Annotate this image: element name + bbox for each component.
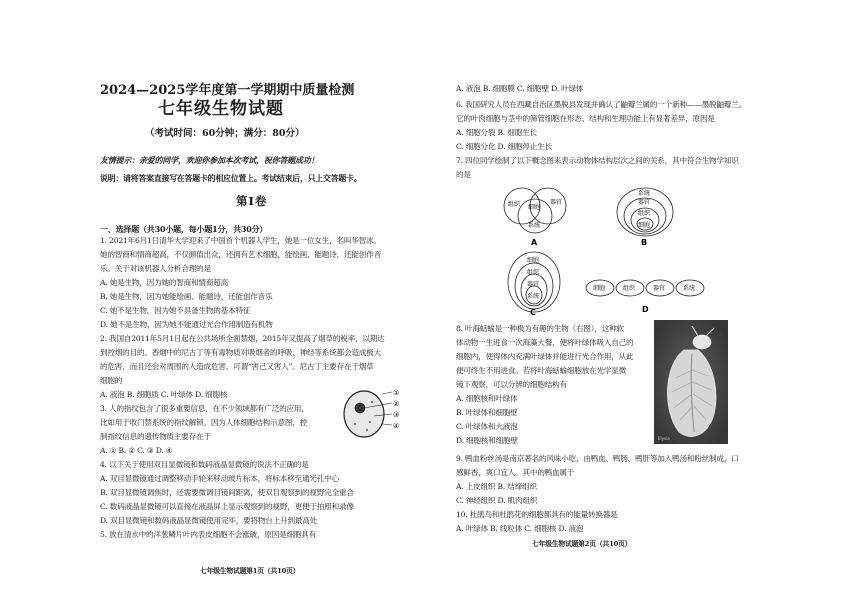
diagram-d bbox=[586, 280, 704, 314]
c-letter: C bbox=[530, 308, 536, 317]
a-word-4: 系统 bbox=[528, 222, 541, 229]
option-line: D. 她不是生物，因为她不能通过光合作用制造有机物 bbox=[100, 320, 273, 329]
concept-diagrams bbox=[490, 182, 750, 317]
b-word-3: 组织 bbox=[638, 210, 651, 217]
c-word-4: 系统 bbox=[527, 293, 540, 300]
text-line: 6. 我国研究人员在西藏自治区墨脱县发现并确认了鼬瓣兰属的一个新种——墨脱鼬瓣兰。 bbox=[456, 100, 747, 109]
option-line: B. 双目显微镜调焦时，还需要微调目镜间距离，使双目观察到的视野完全重合 bbox=[100, 488, 354, 497]
option-line: C. 细胞分化 D. 细胞停止生长 bbox=[456, 142, 552, 151]
option-line: B. 她是生物，因为她能绘画、能题诗，还能创作音乐 bbox=[100, 292, 273, 301]
page-footer: 七年级生物试题第2页（共10页） bbox=[532, 540, 632, 548]
text-line: 细胞的 bbox=[100, 376, 123, 385]
c-word-3: 器官 bbox=[527, 281, 540, 288]
label-4: ④ bbox=[393, 422, 400, 430]
instruction: 说明：请将答案直接写在答题卡的相应位置上。考试结束后，只上交答题卡。 bbox=[100, 174, 362, 183]
text-line: 它的叶肉细胞与茎中的筛管细胞在形态、结构和生理功能上有显著差异，原因是 bbox=[456, 114, 715, 123]
human-cell-diagram bbox=[340, 386, 408, 444]
option-line: A. 液泡 B. 细胞质 C. 叶绿体 D. 细胞核 bbox=[100, 390, 228, 399]
text-line: 4. 以下关于使用双目显微镜和数码液晶显微镜的说法不正确的是 bbox=[100, 460, 309, 469]
volume-title: 第Ⅰ卷 bbox=[236, 194, 268, 208]
a-word-2: 细胞 bbox=[528, 204, 541, 211]
friendly-tip: 友情提示：亲爱的同学，欢迎你参加本次考试，祝你答题成功！ bbox=[100, 155, 319, 165]
d-word-4: 系统 bbox=[683, 285, 696, 292]
text-line: 制指纹信息的遗传物质主要存在于 bbox=[100, 432, 211, 441]
section-title: 一、选择题（共30小题，每小题1分，共30分） bbox=[100, 224, 268, 234]
text-line: 细胞内，使得体内充满叶绿体并能进行光合作用，从此 bbox=[456, 352, 634, 361]
text-line: 乐。关于对该机器人分析合理的是 bbox=[100, 264, 211, 273]
b-word-1: 系统 bbox=[638, 190, 651, 197]
text-line: 比如用于收门禁系统的指纹解锁。因为人体细胞结构示意图，控 bbox=[100, 418, 308, 427]
sea-slug-photo bbox=[654, 320, 728, 444]
diagram-c bbox=[508, 252, 560, 317]
text-line: 镜下观察，可以分辨的细胞结构有 bbox=[456, 380, 567, 389]
text-line: 的危害，而且还会对周围的人造成危害，可谓“害己又害人”。尼古丁主要存在于烟草 bbox=[100, 362, 374, 371]
photo-caption: Elysia bbox=[658, 436, 670, 441]
option-line: D. 双目显微镜和数码液晶显微镜使用完毕，要将物台上升到最高处 bbox=[100, 516, 318, 525]
text-line: 她的智商和情商超高，不仅颜值出众，还拥有艺术细胞，能绘画、能题诗，还能创作音 bbox=[100, 250, 381, 259]
d-letter: D bbox=[642, 305, 649, 314]
d-word-1: 细胞 bbox=[593, 285, 606, 292]
subject-title: 七年级生物试题 bbox=[158, 99, 284, 119]
cell-membrane bbox=[344, 391, 384, 437]
a-letter: A bbox=[531, 238, 538, 247]
c-word-2: 组织 bbox=[527, 269, 540, 276]
b-word-2: 器官 bbox=[638, 199, 651, 206]
option-line: C. 神经组织 D. 肌肉组织 bbox=[456, 496, 538, 505]
text-line: 体动物一生进食一次海藻大餐，便将叶绿体吸入自己的 bbox=[456, 338, 634, 347]
text-line: 5. 放在清水中的洋葱鳞片叶内表皮细胞不会涨破，原因是细胞具有 bbox=[100, 530, 317, 539]
option-line: A. 她是生物，因为她的智商和情商超高 bbox=[100, 278, 229, 287]
option-line: A. 细胞分裂 B. 细胞生长 bbox=[456, 128, 537, 137]
text-line: 10. 杜鹃鸟和杜鹃花的细胞都具有的能量转换器是 bbox=[456, 510, 618, 519]
text-line: 8. 叶海蛞蝓是一种极为有趣的生物（右图），这种软 bbox=[456, 324, 624, 333]
option-line: A. 叶绿体 B. 线粒体 C. 细胞核 D. 液泡 bbox=[456, 524, 584, 533]
label-1: ① bbox=[393, 389, 400, 397]
text-line: 3. 人的指纹包含了很多重要信息，在不少领域都有广泛的应用， bbox=[100, 404, 309, 413]
text-line: 感鲜香，爽口宜人。其中的鸭血属于 bbox=[456, 468, 575, 477]
option-line: A. 细胞核和叶绿体 bbox=[456, 394, 518, 403]
b-word-4: 细胞 bbox=[638, 222, 651, 229]
text-line: 的是 bbox=[456, 170, 471, 179]
right-page bbox=[430, 0, 860, 609]
option-line: D. 细胞核和细胞壁 bbox=[456, 436, 518, 445]
diagram-a bbox=[504, 188, 566, 247]
text-line: 7. 四位同学绘制了以下概念图来表示动物体结构层次之间的关系，其中符合生物学知识 bbox=[456, 156, 739, 165]
option-line: C. 叶绿体和大液泡 bbox=[456, 422, 518, 431]
text-line: 便可终生不用进食。若将叶海蛞蝓细胞放在光学显微 bbox=[456, 366, 627, 375]
b-letter: B bbox=[641, 238, 648, 247]
diagram-b bbox=[617, 188, 673, 247]
option-line: C. 她不是生物，因为她不具备生物的基本特征 bbox=[100, 306, 251, 315]
page-footer: 七年级生物试题第1页（共10页） bbox=[200, 567, 300, 575]
exam-title: 2024—2025学年度第一学期期中质量检测 bbox=[100, 83, 355, 98]
option-line: A. 液泡 B. 细胞膜 C. 细胞壁 D. 叶绿体 bbox=[456, 84, 584, 93]
slug-head bbox=[693, 335, 711, 349]
text-line: 2. 我国自2011年5月1日起在公共场所全面禁烟，2015年又提高了烟草的税率，以期达 bbox=[100, 334, 385, 343]
option-line: A. 双目显微镜通过调整移动手轮来移动玻片标本，将标本移至通光孔中心 bbox=[100, 474, 339, 483]
c-word-1: 细胞 bbox=[527, 257, 540, 264]
d-word-2: 组织 bbox=[623, 285, 636, 292]
label-3: ③ bbox=[393, 411, 400, 419]
a-word-3: 器官 bbox=[550, 199, 563, 206]
text-line: 1. 2021年6月1日清华大学迎来了中国首个机器人学生，她是一位女生，名叫华智冰。 bbox=[100, 236, 381, 245]
option-line: C. 数码液晶显微镜可以直接在液晶屏上显示观察到的视野，更便于拍照和录像 bbox=[100, 502, 354, 511]
d-word-3: 器官 bbox=[653, 285, 666, 292]
option-line: A. ① B. ② C. ③ D. ④ bbox=[100, 446, 173, 455]
a-word-1: 组织 bbox=[508, 201, 521, 208]
option-line: A. 上皮组织 B. 结缔组织 bbox=[456, 482, 537, 491]
text-line: 9. 鸭血粉丝汤是南京著名的风味小吃，由鸭血、鸭肠、鸭肝等加入鸭汤和粉丝制成，口 bbox=[456, 454, 739, 463]
text-line: 到控烟的目的。香烟中的尼古丁等有毒物质对吸烟者的呼吸、神经等系统都会造成极大 bbox=[100, 348, 381, 357]
option-line: B. 叶绿体和细胞壁 bbox=[456, 408, 518, 417]
label-2: ② bbox=[393, 400, 400, 408]
time-score: （考试时间：60分钟；满分：80分） bbox=[145, 128, 305, 139]
cell-nucleus bbox=[355, 403, 365, 413]
